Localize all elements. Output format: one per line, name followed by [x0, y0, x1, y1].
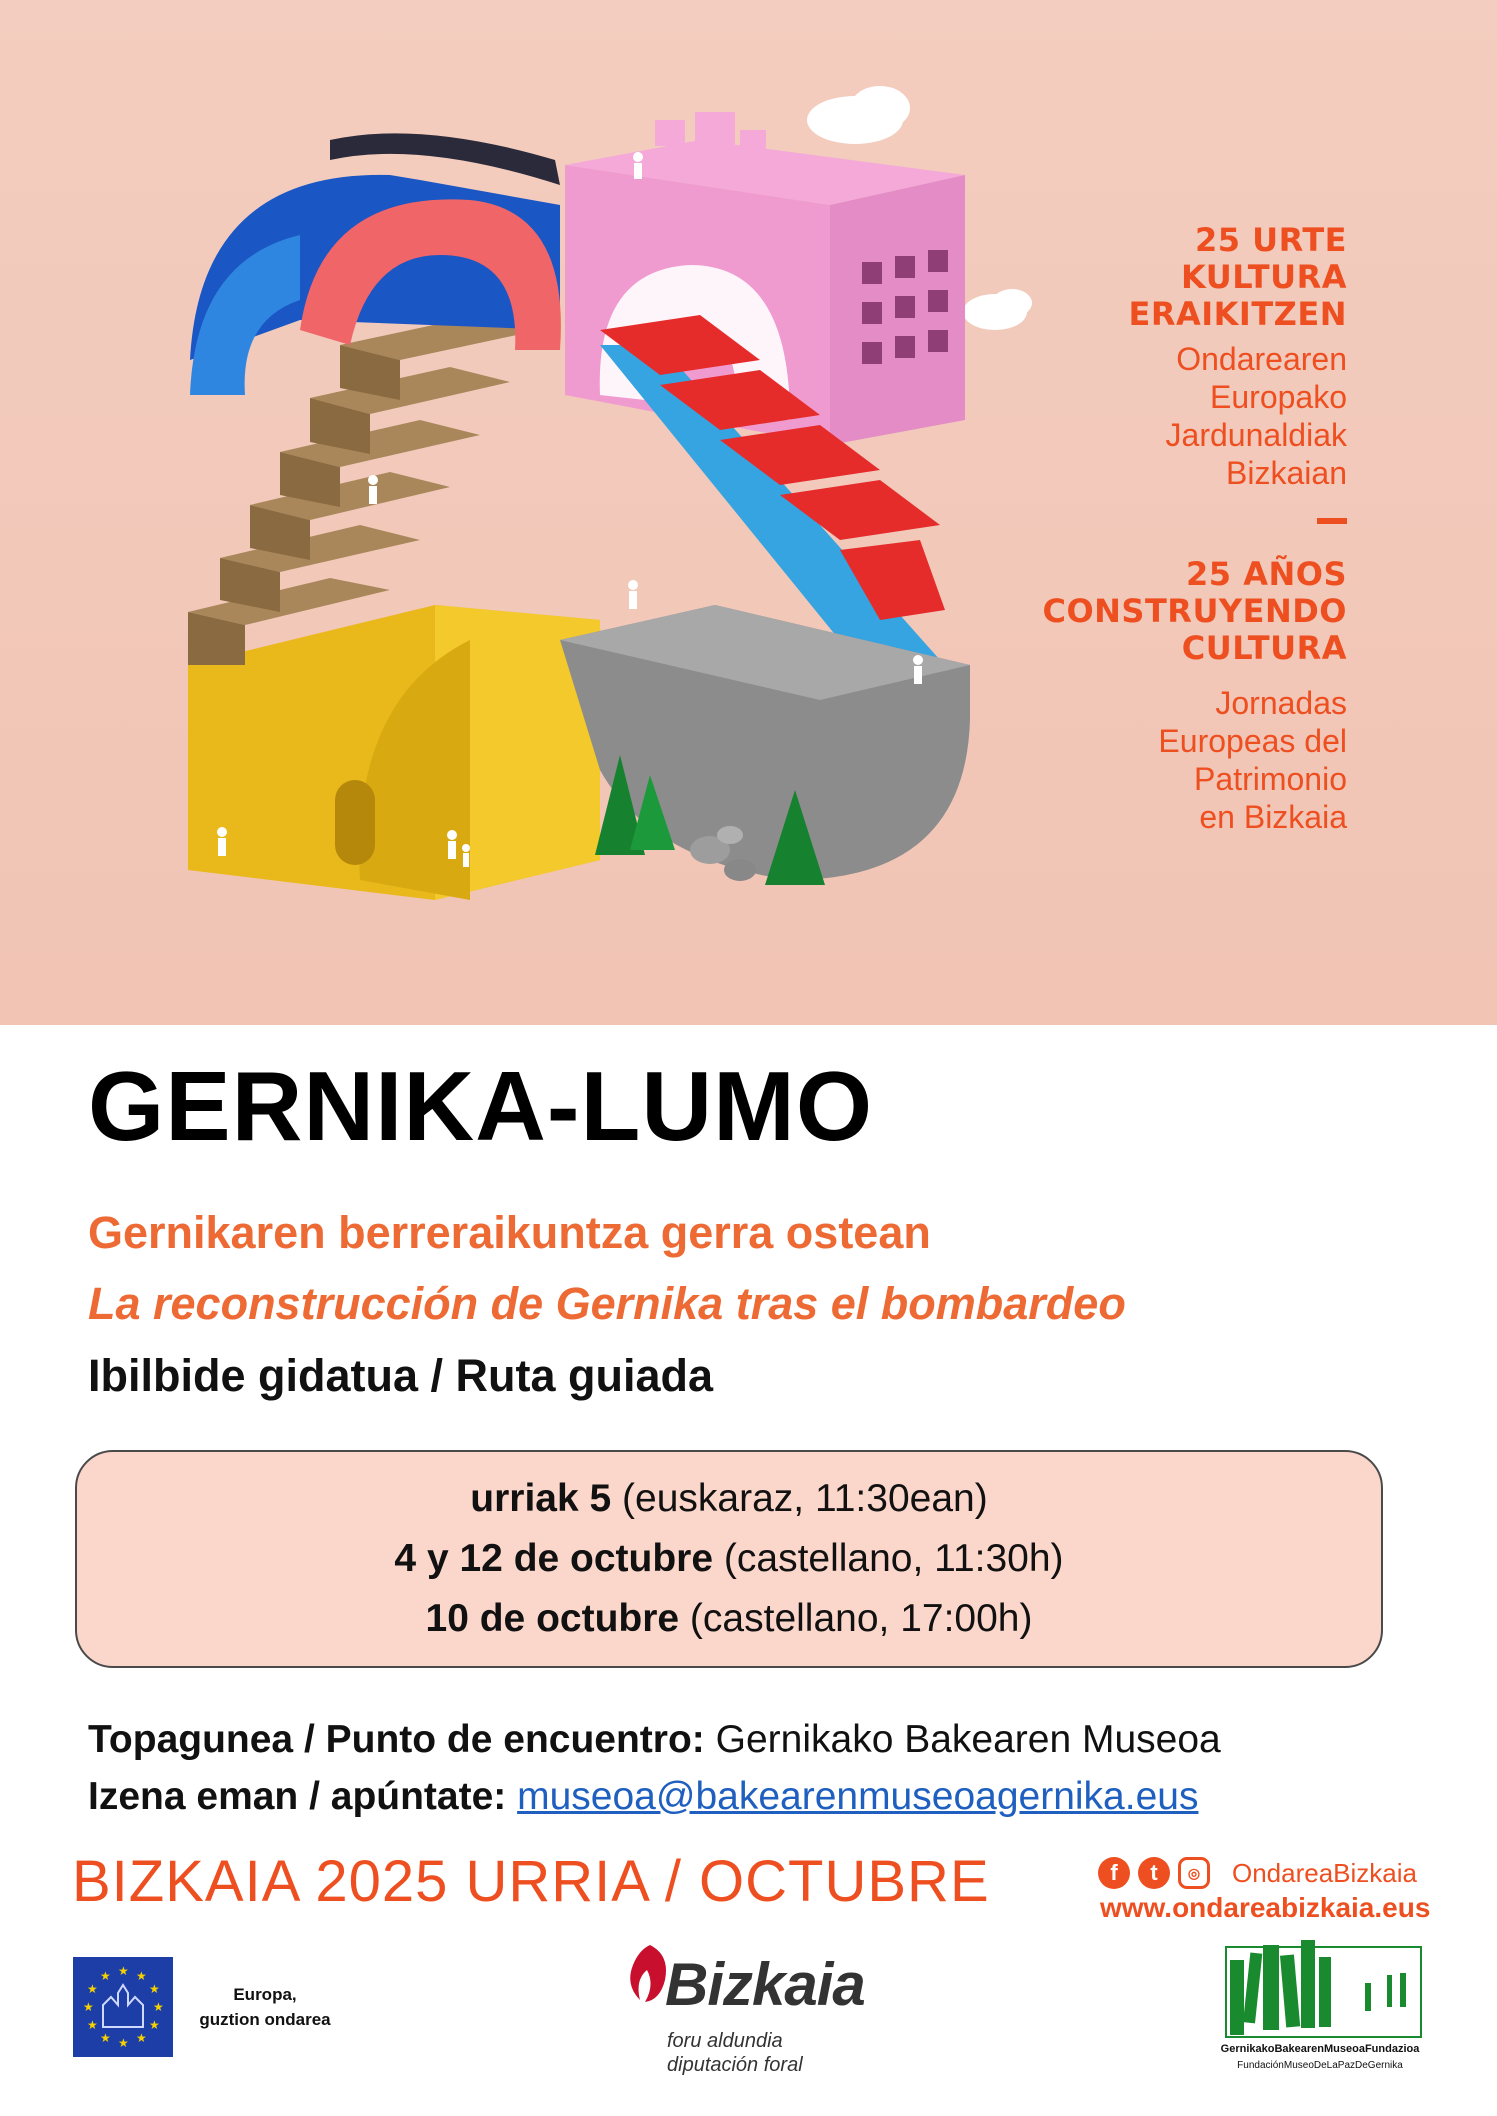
svg-text:★: ★: [136, 2031, 147, 2045]
bizkaia-logo-sub: diputación foral: [667, 2054, 803, 2076]
instagram-icon[interactable]: ◎: [1178, 1857, 1210, 1889]
hero-es-sub-line: Patrimonio: [1194, 761, 1347, 797]
svg-text:★: ★: [87, 2018, 98, 2032]
eu-stars-icon: [73, 1957, 173, 2057]
peace-museum-logo: [1225, 1935, 1425, 2040]
peace-museum-caption: FundaciónMuseoDeLaPazDeGernika: [1237, 2060, 1403, 2071]
facebook-icon[interactable]: f: [1098, 1857, 1130, 1889]
bizkaia-logo-name: Bizkaia: [665, 1951, 865, 2018]
eu-heritage-caption: [195, 1982, 335, 2032]
date-line: [470, 1469, 987, 1529]
event-title-es: La reconstrucción de Gernika tras el bombardeo: [88, 1278, 1126, 1329]
dates-box: [75, 1450, 1383, 1668]
eu-caption-line: Europa,: [233, 1985, 297, 2004]
hero-es-line: CULTURA: [1181, 629, 1347, 667]
hero-divider: [1317, 518, 1347, 524]
svg-text:★: ★: [149, 1982, 160, 1996]
hero-eu-sub-line: Jardunaldiak: [1165, 417, 1347, 453]
footer-title: BIZKAIA 2025 URRIA / OCTUBRE: [72, 1849, 990, 1914]
twitter-icon[interactable]: t: [1138, 1857, 1170, 1889]
hero-es-sub-line: Europeas del: [1158, 723, 1347, 759]
svg-text:★: ★: [100, 1969, 111, 1983]
meeting-value: Gernikako Bakearen Museoa: [704, 1718, 1221, 1761]
date-detail: (euskaraz, 11:30ean): [611, 1477, 988, 1520]
hero-eu-line: 25 URTE: [1194, 221, 1347, 259]
hero-heading-es: [1042, 556, 1347, 667]
date-bold: 10 de octubre: [425, 1597, 680, 1640]
hero-eu-line: ERAIKITZEN: [1128, 295, 1347, 333]
svg-text:★: ★: [153, 2000, 164, 2014]
social-icons: [1098, 1857, 1210, 1889]
email-link[interactable]: museoa@bakearenmuseoagernika.eus: [517, 1775, 1199, 1818]
hero-illustration: [0, 0, 1497, 1025]
bizkaia-logo-sub: foru aldundia: [667, 2030, 783, 2052]
hero-es-sub-line: en Bizkaia: [1199, 799, 1347, 835]
date-bold: 4 y 12 de octubre: [394, 1537, 714, 1580]
hero-subheading-eu: [1166, 340, 1347, 492]
hero-eu-sub-line: Bizkaian: [1226, 455, 1347, 491]
date-bold: urriak 5: [470, 1477, 612, 1520]
svg-text:★: ★: [100, 2031, 111, 2045]
svg-text:★: ★: [136, 1969, 147, 1983]
date-detail: (castellano, 11:30h): [713, 1537, 1064, 1580]
event-title-eu: Gernikaren berreraikuntza gerra ostean: [88, 1207, 931, 1258]
svg-text:★: ★: [87, 1982, 98, 1996]
registration: [88, 1775, 1198, 1819]
hero-subheading-es: [1158, 684, 1347, 836]
hero-heading-eu: [1128, 222, 1347, 333]
hero-eu-line: KULTURA: [1180, 258, 1347, 296]
hero-eu-sub-line: Ondarearen: [1176, 341, 1347, 377]
register-label: Izena eman / apúntate:: [88, 1775, 507, 1818]
meeting-point: [88, 1718, 1221, 1762]
event-type: Ibilbide gidatua / Ruta guiada: [88, 1350, 714, 1401]
date-detail: (castellano, 17:00h): [679, 1597, 1033, 1640]
date-line: [394, 1529, 1063, 1589]
town-title: GERNIKA-LUMO: [88, 1051, 874, 1161]
hero-es-line: 25 AÑOS: [1186, 555, 1347, 593]
svg-text:★: ★: [83, 2000, 94, 2014]
hero-banner: [0, 0, 1497, 1025]
social-handle[interactable]: OndareaBizkaia: [1232, 1858, 1417, 1888]
hero-eu-sub-line: Europako: [1210, 379, 1347, 415]
svg-text:★: ★: [149, 2018, 160, 2032]
hero-es-line: CONSTRUYENDO: [1042, 592, 1347, 630]
eu-caption-line: guztion ondarea: [199, 2010, 331, 2029]
svg-text:★: ★: [118, 2036, 129, 2050]
peace-museum-caption: GernikakoBakearenMuseoaFundazioa: [1220, 2043, 1420, 2055]
svg-text:★: ★: [118, 1964, 129, 1978]
hero-es-sub-line: Jornadas: [1215, 685, 1347, 721]
website-link[interactable]: www.ondareabizkaia.eus: [1100, 1892, 1431, 1923]
meeting-label: Topagunea / Punto de encuentro:: [88, 1718, 705, 1761]
date-line: [426, 1589, 1033, 1649]
eu-heritage-logo: [73, 1957, 173, 2057]
